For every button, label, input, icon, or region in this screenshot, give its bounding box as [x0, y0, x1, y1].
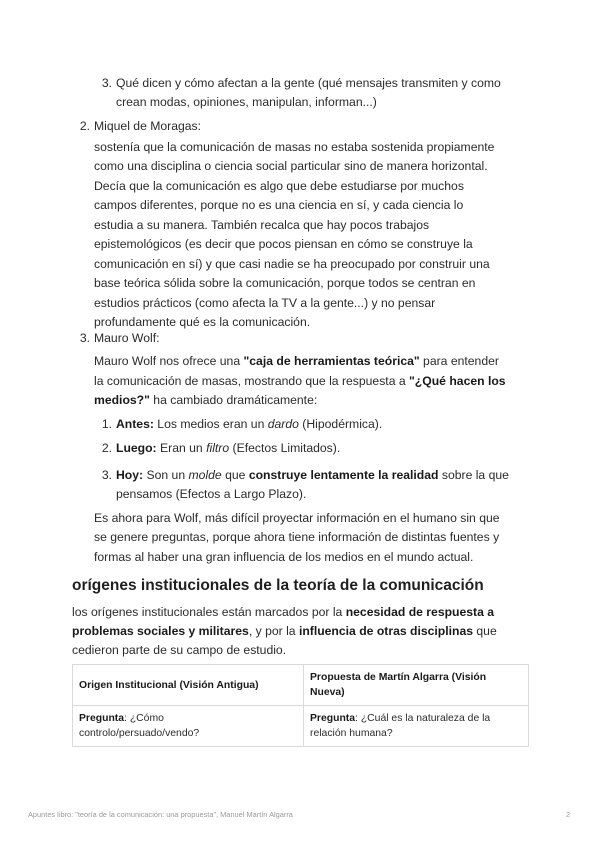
list-item-text: Luego: Eran un filtro (Efectos Limitados). — [116, 441, 341, 455]
paragraph-line: estudios prácticos (como afecta la TV a la gente...) y no pensar — [94, 296, 436, 310]
paragraph-line: los orígenes institucionales están marcados por la necesidad de respuesta a — [72, 605, 495, 619]
paragraph-line: base teórica sólida sobre la comunicación, porque todos se centran en — [94, 276, 476, 290]
list-item-title: Mauro Wolf: — [94, 331, 160, 345]
list-item-text: Hoy: Son un molde que construye lentamente la realidad sobre la que — [116, 468, 509, 482]
list-number: 3. — [79, 331, 90, 345]
paragraph-line: medios?" ha cambiado dramáticamente: — [94, 393, 318, 407]
list-item-text: pensamos (Efectos a Largo Plazo). — [116, 487, 307, 501]
paragraph-line: profundamente qué es la comunicación. — [94, 315, 311, 329]
list-item-text: Antes: Los medios eran un dardo (Hipodérmica). — [116, 417, 383, 431]
list-item-text: crean modas, opiniones, manipulan, informan...) — [116, 95, 377, 109]
paragraph-line: Decía que la comunicación es algo que debe estudiarse por muchos — [94, 179, 464, 193]
paragraph-line: sostenía que la comunicación de masas no estaba sostenida propiamente — [94, 140, 495, 154]
paragraph-line: campos diferentes, porque no es una ciencia en sí, y cada ciencia lo — [94, 198, 464, 212]
section-heading: orígenes institucionales de la teoría de la comunicación — [72, 577, 484, 594]
paragraph-line: Mauro Wolf nos ofrece una "caja de herramientas teórica" para entender — [94, 354, 499, 368]
table-header-cell: Origen Institucional (Visión Antigua) — [73, 665, 304, 706]
table-cell: Pregunta: ¿Cuál es la naturaleza de la relación humana? — [304, 706, 529, 747]
paragraph-line: comunicación en sí) y que casi nadie se ha preocupado por construir una — [94, 257, 490, 271]
paragraph-line: epistemológicos (es decir que pocos piensan en cómo se construye la — [94, 237, 473, 251]
paragraph-line: problemas sociales y militares, y por la influencia de otras disciplinas que — [72, 624, 497, 638]
list-number: 3. — [101, 76, 112, 90]
table-row — [73, 706, 529, 747]
list-item-title: Miquel de Moragas: — [94, 119, 202, 133]
footer-source: Apuntes libro: "teoría de la comunicación: una propuesta", Manuel Martín Algarra — [28, 810, 293, 819]
list-item-text: Qué dicen y cómo afectan a la gente (qué mensajes transmiten y como — [116, 76, 501, 90]
comparison-table — [72, 664, 529, 747]
list-number: 2. — [101, 441, 112, 455]
paragraph-line: formas al haber una gran influencia de los medios en el mundo actual. — [94, 550, 474, 564]
paragraph-line: cedieron parte de su campo de estudio. — [72, 643, 287, 657]
paragraph-line: Es ahora para Wolf, más difícil proyectar información en el humano sin que — [94, 511, 500, 525]
list-number: 2. — [79, 119, 90, 133]
table-header-row — [73, 665, 529, 706]
paragraph-line: se genere preguntas, porque ahora tiene información de distintas fuentes y — [94, 530, 500, 544]
list-number: 3. — [101, 468, 112, 482]
paragraph-line: como una disciplina o ciencia social particular sino de manera horizontal. — [94, 159, 488, 173]
table-cell: Pregunta: ¿Cómo controlo/persuado/vendo? — [73, 706, 304, 747]
table-header-cell: Propuesta de Martín Algarra (Visión Nueva) — [304, 665, 529, 706]
paragraph-line: estudia a su manera. También recalca que hay pocos trabajos — [94, 218, 430, 232]
list-number: 1. — [101, 417, 112, 431]
paragraph-line: la comunicación de masas, mostrando que la respuesta a "¿Qué hacen los — [94, 374, 506, 388]
page-number: 2 — [566, 810, 571, 819]
